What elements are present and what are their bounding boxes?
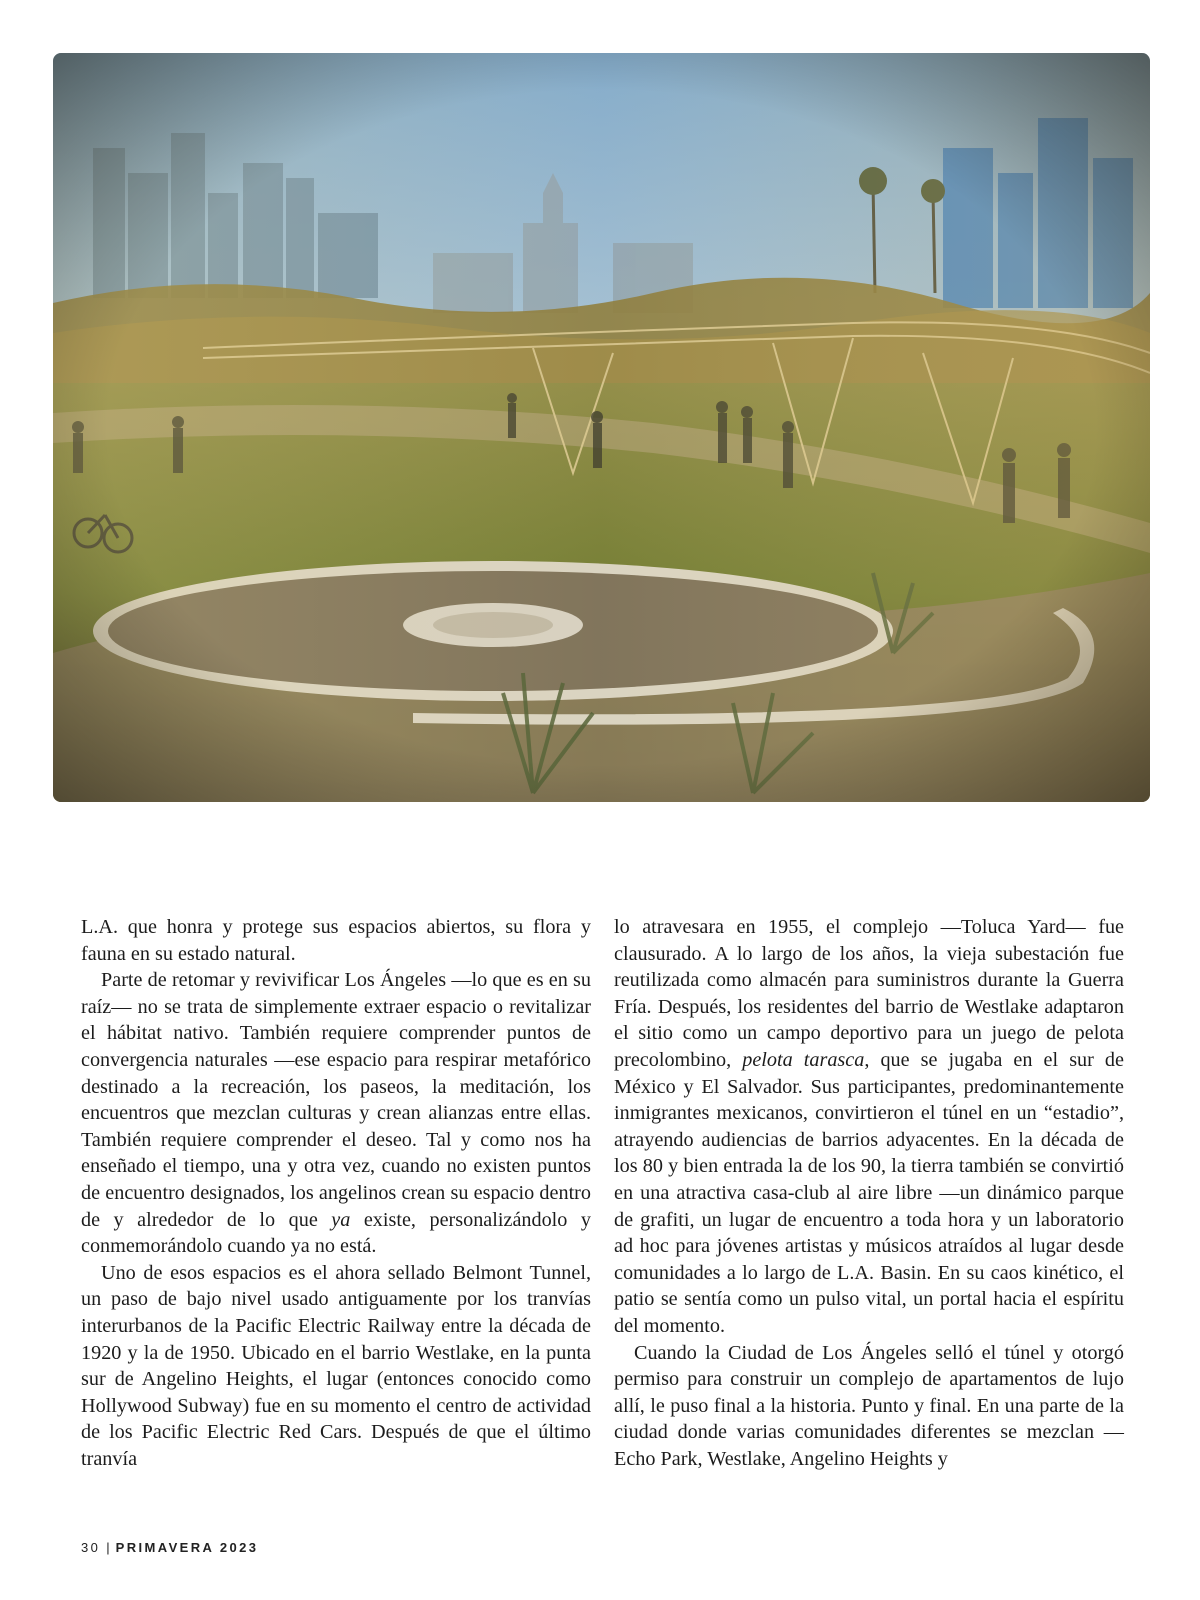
article-column-right — [614, 914, 1124, 1472]
park-skyline-illustration — [53, 53, 1150, 802]
paragraph: Uno de esos espacios es el ahora sellado Belmont Tunnel, un paso de bajo nivel usado antiguamente por los tranvías interurbanos de la Pacific Electric Railway entre la década de 1920 y la de 1950. Ubicado en el barrio Westlake, en la punta sur de Angelino Heights, el lugar (entonces conocido como Hollywood Subway) fue en su momento el centro de actividad de los Pacific Electric Red Cars. Después de que el último tranvía — [81, 1261, 591, 1470]
page-number: 30 — [81, 1540, 101, 1555]
issue-label: PRIMAVERA 2023 — [115, 1540, 259, 1555]
page-footer — [81, 1540, 258, 1555]
paragraph: L.A. que honra y protege sus espacios abiertos, su flora y fauna en su estado natural. — [81, 916, 591, 965]
paragraph: lo atravesara en 1955, el complejo —Toluca Yard— fue clausurado. A lo largo de los años, la vieja subestación fue reutilizada como almacén para suministros durante la Guerra Fría. Después, los residentes del barrio de Westlake adaptaron el sitio como un campo deportivo para un juego de pelota precolombino, pelota tarasca, que se jugaba en el sur de México y El Salvador. Sus participantes, predominantemente inmigrantes mexicanos, convirtieron el túnel en un “estadio”, atrayendo audiencias de barrios adyacentes. En la década de los 80 y bien entrada la de los 90, la tierra también se convirtió en una atractiva casa-club al aire libre —un dinámico parque de grafiti, un lugar de encuentro a toda hora y un laboratorio ad hoc para jóvenes artistas y músicos atraídos al lugar desde comunidades a lo largo de L.A. Basin. En su caos kinético, el patio se sentía como un pulso vital, un portal hacia el espíritu del momento. — [614, 916, 1124, 1337]
paragraph: Cuando la Ciudad de Los Ángeles selló el túnel y otorgó permiso para construir un complejo de apartamentos de lujo allí, le puso final a la historia. Punto y final. En una parte de la ciudad donde varias comunidades diferentes se mezclan —Echo Park, Westlake, Angelino Heights y — [614, 1341, 1124, 1470]
article-column-left — [81, 914, 591, 1472]
footer-separator: | — [106, 1540, 110, 1555]
paragraph: Parte de retomar y revivificar Los Ángeles —lo que es en su raíz— no se trata de simplemente extraer espacio o revitalizar el hábitat nativo. También requiere comprender puntos de convergencia naturales —ese espacio para respirar metafórico destinado a la recreación, los paseos, la meditación, los encuentros que mezclan culturas y crean alianzas entre ellas. También requiere comprender el deseo. Tal y como nos ha enseñado el tiempo, una y otra vez, cuando no existen puntos de encuentro designados, los angelinos crean su espacio dentro de y alrededor de lo que ya existe, personalizándolo y conmemorándolo cuando ya no está. — [81, 969, 591, 1258]
hero-photo — [53, 53, 1150, 802]
